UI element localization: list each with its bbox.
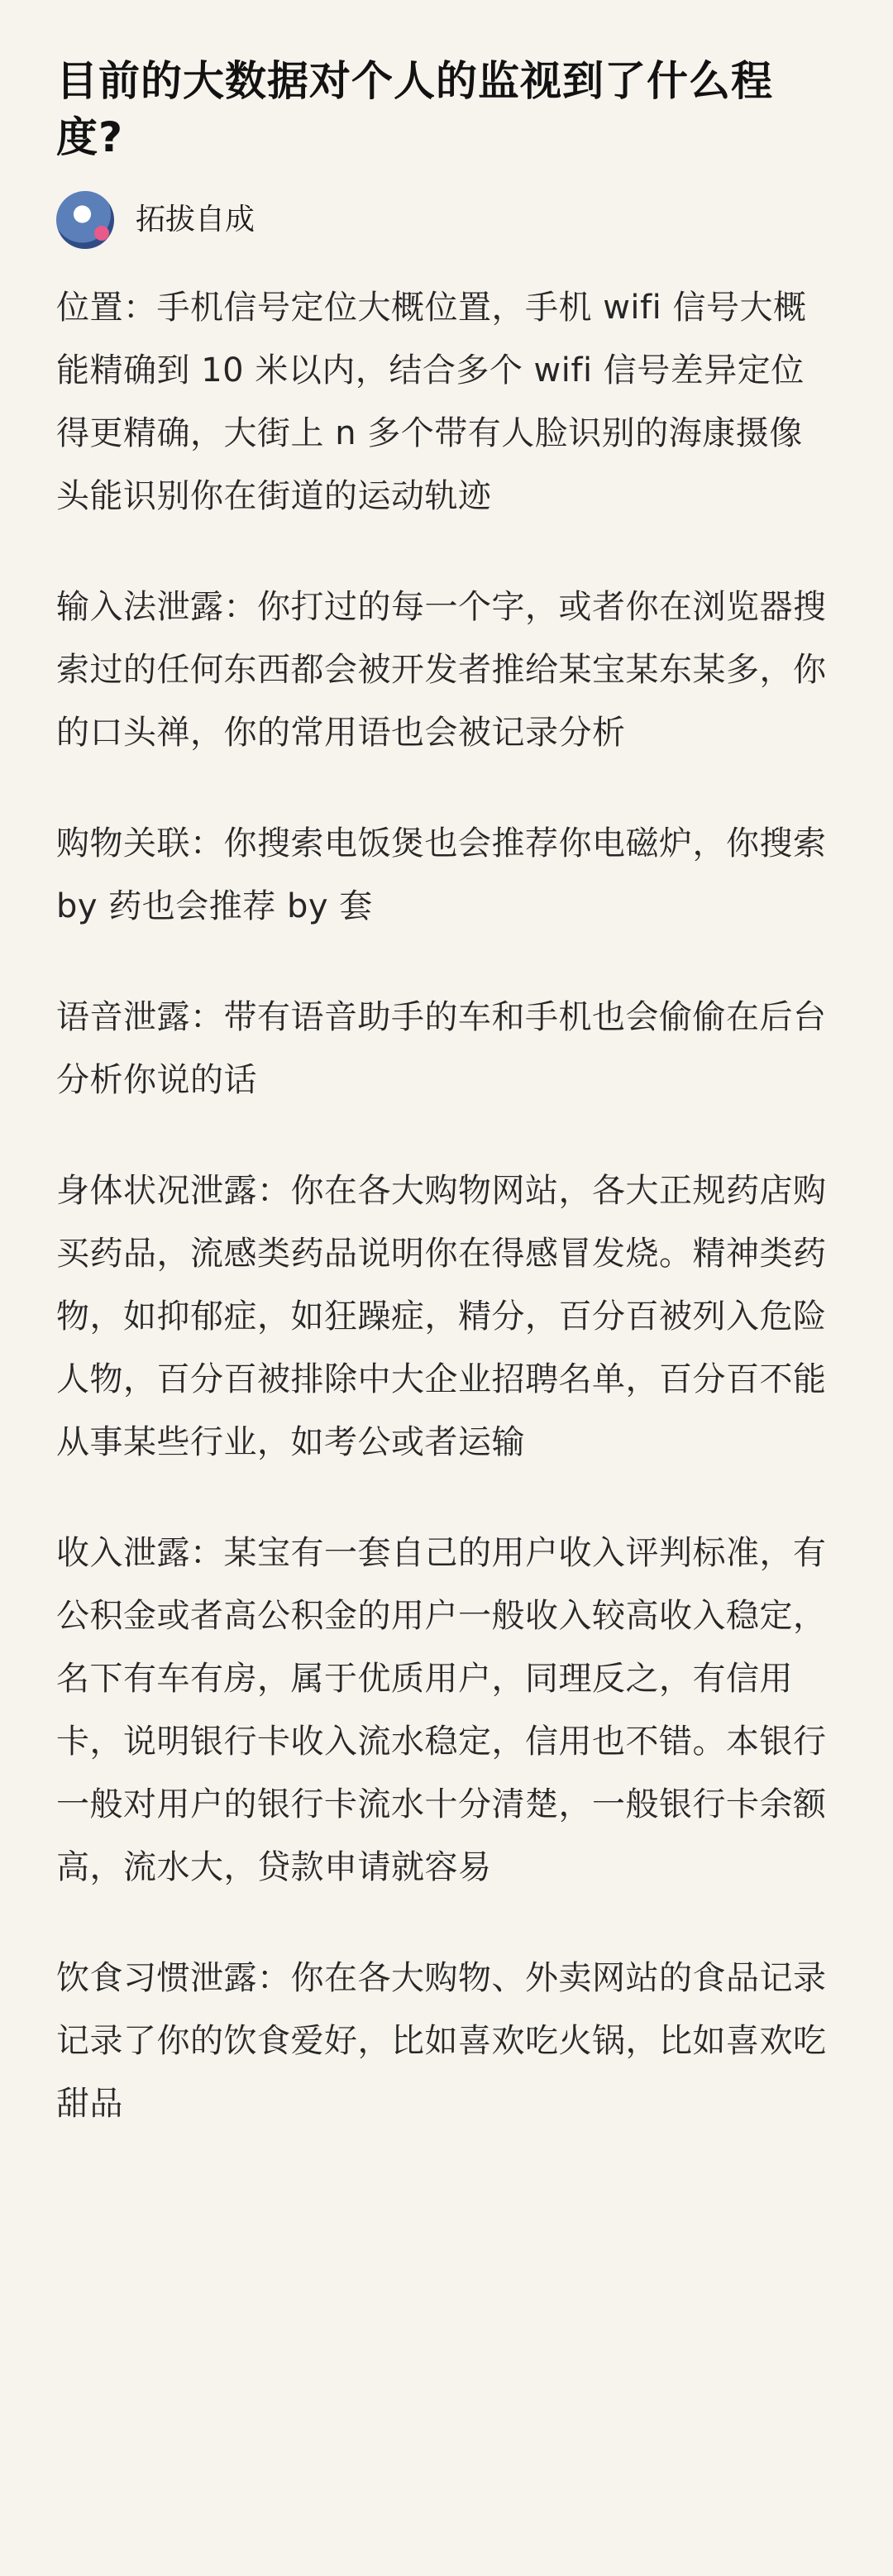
answer-paragraph: 收入泄露：某宝有一套自己的用户收入评判标准，有公积金或者高公积金的用户一般收入较高收入稳定，名下有车有房，属于优质用户，同理反之，有信用卡，说明银行卡收入流水稳定，信用也不错。本银行一般对用户的银行卡流水十分清楚，一般银行卡余额高，流水大，贷款申请就容易 [56, 1534, 827, 1886]
answer-paragraph: 饮食习惯泄露：你在各大购物、外卖网站的食品记录记录了你的饮食爱好，比如喜欢吃火锅，比如喜欢吃甜品 [56, 1959, 827, 2123]
answer-paragraph: 输入法泄露：你打过的每一个字，或者你在浏览器搜索过的任何东西都会被开发者推给某宝某东某多，你的口头禅，你的常用语也会被记录分析 [56, 588, 827, 752]
question-title[interactable]: 目前的大数据对个人的监视到了什么程度? [56, 57, 773, 161]
avatar-icon[interactable] [56, 191, 114, 249]
answer-paragraph: 身体状况泄露：你在各大购物网站，各大正规药店购买药品，流感类药品说明你在得感冒发烧。精神类药物，如抑郁症，如狂躁症，精分，百分百被列入危险人物，百分百被排除中大企业招聘名单，百分百不能从事某些行业，如考公或者运输 [56, 1172, 827, 1461]
author-name[interactable]: 拓拔自成 [136, 203, 255, 237]
author-row[interactable] [56, 190, 833, 250]
answer-paragraph: 位置：手机信号定位大概位置，手机 wifi 信号大概能精确到 10 米以内，结合多个 wifi 信号差异定位得更精确，大街上 n 多个带有人脸识别的海康摄像头能识别你在街道的运动轨迹 [56, 289, 807, 515]
answer-paragraph: 购物关联：你搜索电饭煲也会推荐你电磁炉，你搜索 by 药也会推荐 by 套 [56, 824, 827, 925]
answer-paragraph: 语音泄露：带有语音助手的车和手机也会偷偷在后台分析你说的话 [56, 998, 827, 1099]
answer-content [56, 276, 833, 2135]
